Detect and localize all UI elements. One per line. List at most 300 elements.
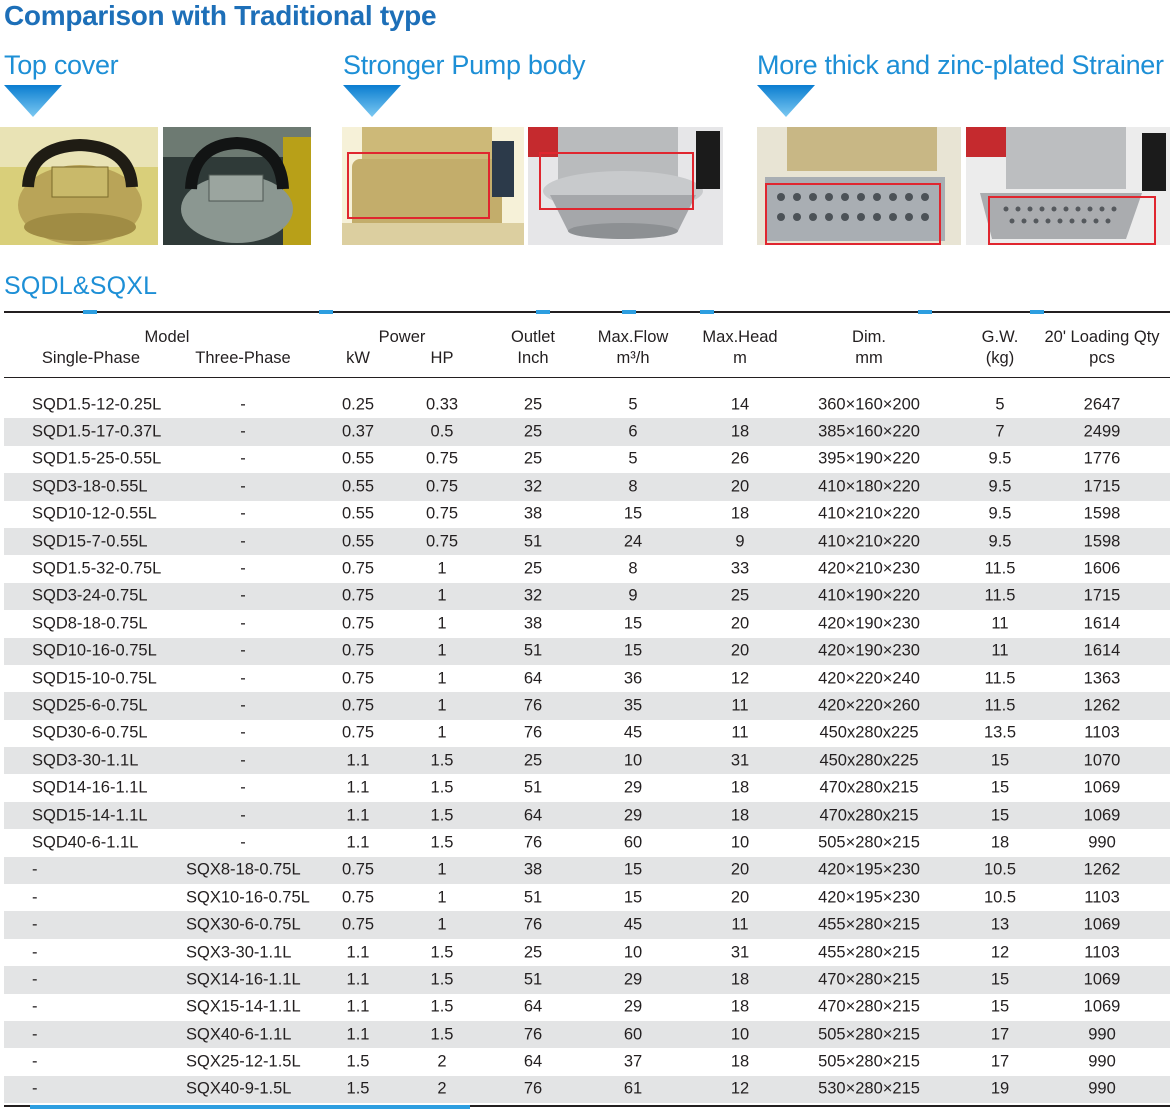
cell-max-flow: 15 <box>623 888 643 907</box>
highlight-box <box>988 196 1156 245</box>
cell-loading-qty: 1103 <box>1084 943 1120 961</box>
cell-gw: 11 <box>991 641 1009 660</box>
table-row <box>4 1048 1170 1075</box>
cell-hp: 1.5 <box>430 806 454 825</box>
cell-outlet: 76 <box>523 1079 543 1098</box>
cell-max-head: 11 <box>731 723 749 742</box>
table-row <box>4 446 1170 473</box>
table-row <box>4 418 1170 445</box>
cell-max-head: 12 <box>730 1079 750 1098</box>
cell-three-phase: - <box>240 477 246 496</box>
cell-hp: 1 <box>437 723 447 742</box>
rule-accent <box>1030 310 1044 314</box>
cell-max-flow: 60 <box>623 1025 643 1044</box>
cell-single-phase: SQD1.5-25-0.55L <box>32 449 162 468</box>
cell-max-head: 18 <box>730 504 750 523</box>
cell-single-phase: SQD15-14-1.1L <box>32 806 148 825</box>
rule-accent <box>319 310 333 314</box>
cell-single-phase: - <box>32 943 38 961</box>
header-hp: HP <box>430 349 454 367</box>
cell-max-flow: 5 <box>628 395 638 414</box>
cell-dim: 420×210×230 <box>818 559 920 578</box>
header-max-head-unit: m <box>733 349 747 367</box>
header-loading-unit: pcs <box>1089 349 1115 367</box>
cell-single-phase: SQD1.5-12-0.25L <box>32 395 162 414</box>
cell-kw: 1.1 <box>346 806 370 825</box>
cell-gw: 10.5 <box>983 860 1017 879</box>
cell-dim: 410×180×220 <box>818 477 920 496</box>
cell-loading-qty: 1262 <box>1083 696 1121 715</box>
table-body <box>4 391 1170 1103</box>
cell-hp: 1.5 <box>430 833 454 852</box>
header-gw: G.W. <box>981 328 1019 346</box>
cell-three-phase: - <box>240 751 246 770</box>
cell-hp: 1 <box>437 888 447 907</box>
cell-max-flow: 15 <box>623 641 643 660</box>
highlight-box <box>539 152 694 210</box>
cell-three-phase: - <box>240 778 246 797</box>
cell-kw: 0.75 <box>341 669 375 688</box>
cell-max-head: 14 <box>730 395 750 414</box>
cell-hp: 1 <box>437 614 447 633</box>
cell-gw: 11.5 <box>984 559 1016 578</box>
table-row <box>4 501 1170 528</box>
cell-kw: 0.75 <box>341 641 375 660</box>
cell-max-flow: 45 <box>623 915 643 934</box>
cell-loading-qty: 1103 <box>1084 888 1120 907</box>
header-three-phase: Three-Phase <box>195 349 291 367</box>
cell-outlet: 76 <box>523 833 543 852</box>
cell-kw: 0.37 <box>341 422 375 441</box>
cell-outlet: 51 <box>523 778 543 797</box>
cell-max-flow: 36 <box>623 669 643 688</box>
table-row <box>4 1076 1170 1103</box>
cell-max-head: 18 <box>730 970 750 989</box>
cell-three-phase: - <box>240 833 246 852</box>
cell-three-phase: - <box>240 641 246 660</box>
cell-kw: 0.25 <box>341 395 375 414</box>
cell-max-head: 20 <box>730 641 750 660</box>
cell-dim: 385×160×220 <box>818 422 920 441</box>
cell-hp: 0.5 <box>430 422 454 441</box>
cell-dim: 455×280×215 <box>818 915 920 934</box>
cell-kw: 0.55 <box>341 477 375 496</box>
cell-gw: 13 <box>990 915 1010 934</box>
cell-max-head: 11 <box>731 915 749 934</box>
cell-loading-qty: 990 <box>1088 1025 1116 1044</box>
cell-max-flow: 9 <box>628 586 638 605</box>
cell-dim: 470x280x215 <box>819 778 919 797</box>
cell-hp: 1.5 <box>430 970 454 989</box>
cell-kw: 0.75 <box>341 888 375 907</box>
cell-loading-qty: 1069 <box>1083 778 1121 797</box>
cell-max-flow: 10 <box>623 943 643 961</box>
cell-kw: 1.1 <box>346 778 370 797</box>
table-row <box>4 528 1170 555</box>
table-row <box>4 857 1170 884</box>
cell-loading-qty: 1363 <box>1083 669 1121 688</box>
cell-single-phase: SQD30-6-0.75L <box>32 723 148 742</box>
rule-accent <box>700 310 714 314</box>
cell-loading-qty: 1598 <box>1083 504 1121 523</box>
cell-outlet: 64 <box>523 669 543 688</box>
cell-hp: 0.75 <box>425 504 459 523</box>
cell-max-head: 10 <box>730 1025 750 1044</box>
feature-label-strainer: More thick and zinc-plated Strainer <box>757 50 1164 80</box>
cell-gw: 11.5 <box>984 669 1016 688</box>
cell-dim: 420×190×230 <box>818 614 920 633</box>
cell-hp: 1 <box>437 586 447 605</box>
cell-max-flow: 8 <box>628 477 638 496</box>
cell-dim: 410×210×220 <box>818 504 920 523</box>
cell-hp: 2 <box>437 1052 447 1071</box>
cell-dim: 420×190×230 <box>818 641 920 660</box>
cell-hp: 0.75 <box>425 532 459 551</box>
table-row <box>4 911 1170 938</box>
cell-single-phase: - <box>32 970 38 989</box>
cell-loading-qty: 1614 <box>1083 614 1121 633</box>
cell-max-flow: 15 <box>623 614 643 633</box>
cell-dim: 410×210×220 <box>818 532 920 551</box>
cell-max-head: 18 <box>730 778 750 797</box>
cell-three-phase: SQX14-16-1.1L <box>186 970 301 989</box>
cell-single-phase: - <box>32 1052 38 1071</box>
cell-dim: 455×280×215 <box>818 943 920 961</box>
table-row <box>4 665 1170 692</box>
cell-hp: 1 <box>437 669 447 688</box>
cell-gw: 11.5 <box>984 586 1016 605</box>
cell-hp: 0.75 <box>425 477 459 496</box>
table-row <box>4 939 1170 966</box>
cell-hp: 1.5 <box>430 778 454 797</box>
cell-outlet: 25 <box>523 395 543 414</box>
cell-loading-qty: 1069 <box>1083 806 1121 825</box>
cell-max-flow: 60 <box>623 833 643 852</box>
cell-max-flow: 45 <box>623 723 643 742</box>
highlight-box <box>347 152 490 219</box>
cell-three-phase: SQX8-18-0.75L <box>186 860 301 879</box>
cell-loading-qty: 990 <box>1088 833 1116 852</box>
cell-gw: 18 <box>990 833 1010 852</box>
cell-outlet: 32 <box>523 477 543 496</box>
header-outlet-unit: Inch <box>517 349 549 367</box>
cell-hp: 1 <box>437 559 447 578</box>
cell-max-flow: 29 <box>623 970 643 989</box>
header-max-flow-unit: m³/h <box>616 349 650 367</box>
cell-max-head: 9 <box>735 532 745 551</box>
cell-single-phase: SQD3-18-0.55L <box>32 477 148 496</box>
cell-hp: 0.75 <box>425 449 459 468</box>
table-row <box>4 583 1170 610</box>
cell-outlet: 64 <box>523 997 543 1016</box>
cell-hp: 2 <box>437 1079 447 1098</box>
rule-accent <box>622 310 636 314</box>
cell-loading-qty: 2647 <box>1083 395 1121 414</box>
cell-kw: 1.5 <box>346 1079 370 1098</box>
cell-loading-qty: 1262 <box>1083 860 1121 879</box>
cell-hp: 0.33 <box>425 395 459 414</box>
table-row <box>4 555 1170 582</box>
cell-max-flow: 29 <box>623 997 643 1016</box>
table-row <box>4 966 1170 993</box>
cell-single-phase: - <box>32 997 38 1016</box>
table-row <box>4 610 1170 637</box>
cell-kw: 0.55 <box>341 449 375 468</box>
table-row <box>4 994 1170 1021</box>
cell-three-phase: SQX40-6-1.1L <box>186 1025 292 1044</box>
cell-single-phase: SQD15-10-0.75L <box>32 669 157 688</box>
rule-accent <box>30 1105 470 1109</box>
cell-single-phase: SQD15-7-0.55L <box>32 532 148 551</box>
cell-max-flow: 61 <box>623 1079 643 1098</box>
cell-hp: 1 <box>437 915 447 934</box>
cell-kw: 0.55 <box>341 532 375 551</box>
cell-outlet: 32 <box>523 586 543 605</box>
cell-gw: 9.5 <box>988 504 1012 523</box>
cell-kw: 0.75 <box>341 723 375 742</box>
cell-dim: 420×220×260 <box>818 696 920 715</box>
header-outlet: Outlet <box>510 328 556 346</box>
cell-gw: 15 <box>990 997 1010 1016</box>
cell-outlet: 76 <box>523 1025 543 1044</box>
cell-outlet: 64 <box>523 1052 543 1071</box>
cell-single-phase: - <box>32 888 38 907</box>
cell-loading-qty: 1069 <box>1083 997 1121 1016</box>
cell-loading-qty: 1715 <box>1083 586 1121 605</box>
cell-outlet: 76 <box>523 915 543 934</box>
cell-three-phase: - <box>240 559 246 578</box>
cell-outlet: 38 <box>523 860 543 879</box>
table-row <box>4 720 1170 747</box>
cell-loading-qty: 990 <box>1088 1052 1116 1071</box>
cell-single-phase: - <box>32 915 38 934</box>
cell-three-phase: - <box>240 696 246 715</box>
cell-outlet: 25 <box>523 449 543 468</box>
cell-dim: 420×195×230 <box>818 888 920 907</box>
cell-kw: 1.1 <box>346 751 370 770</box>
cell-hp: 1.5 <box>430 997 454 1016</box>
photo-top-cover-new <box>163 127 311 245</box>
cell-max-flow: 10 <box>623 751 643 770</box>
cell-dim: 470×280×215 <box>818 997 920 1016</box>
cell-dim: 420×220×240 <box>818 669 920 688</box>
cell-three-phase: SQX40-9-1.5L <box>186 1079 292 1098</box>
header-power: Power <box>378 328 426 346</box>
cell-loading-qty: 1069 <box>1083 970 1121 989</box>
cell-hp: 1.5 <box>430 943 454 961</box>
cell-dim: 410×190×220 <box>818 586 920 605</box>
cell-single-phase: SQD1.5-32-0.75L <box>32 559 162 578</box>
cell-max-head: 18 <box>730 806 750 825</box>
cell-dim: 505×280×215 <box>818 1025 920 1044</box>
cell-max-flow: 29 <box>623 778 643 797</box>
cell-dim: 470×280×215 <box>818 970 920 989</box>
cell-outlet: 38 <box>523 504 543 523</box>
header-single-phase: Single-Phase <box>41 349 141 367</box>
cell-hp: 1.5 <box>430 1025 454 1044</box>
cell-single-phase: SQD3-24-0.75L <box>32 586 148 605</box>
cell-single-phase: SQD14-16-1.1L <box>32 778 148 797</box>
rule-accent <box>536 310 550 314</box>
cell-gw: 9.5 <box>988 532 1012 551</box>
cell-kw: 0.75 <box>341 915 375 934</box>
cell-outlet: 51 <box>523 888 543 907</box>
rule-accent <box>918 310 932 314</box>
cell-dim: 505×280×215 <box>818 833 920 852</box>
cell-max-head: 12 <box>730 669 750 688</box>
cell-three-phase: SQX30-6-0.75L <box>186 915 301 934</box>
table-row <box>4 692 1170 719</box>
rule-accent <box>83 310 97 314</box>
cell-loading-qty: 1715 <box>1083 477 1121 496</box>
cell-kw: 0.75 <box>341 614 375 633</box>
table-row <box>4 802 1170 829</box>
cell-dim: 395×190×220 <box>818 449 920 468</box>
header-kw: kW <box>346 349 370 367</box>
cell-max-flow: 29 <box>623 806 643 825</box>
table-row <box>4 473 1170 500</box>
cell-single-phase: - <box>32 1025 38 1044</box>
cell-max-flow: 8 <box>628 559 638 578</box>
cell-three-phase: - <box>240 395 246 414</box>
cell-single-phase: SQD10-12-0.55L <box>32 504 157 523</box>
cell-outlet: 51 <box>523 532 543 551</box>
cell-max-head: 26 <box>730 449 750 468</box>
cell-kw: 0.75 <box>341 586 375 605</box>
cell-gw: 9.5 <box>988 477 1012 496</box>
cell-three-phase: - <box>240 669 246 688</box>
cell-gw: 9.5 <box>988 449 1012 468</box>
cell-three-phase: - <box>240 723 246 742</box>
cell-single-phase: SQD8-18-0.75L <box>32 614 148 633</box>
cell-loading-qty: 990 <box>1088 1079 1116 1098</box>
header-max-head: Max.Head <box>702 328 778 346</box>
cell-max-head: 10 <box>730 833 750 852</box>
feature-label-top-cover: Top cover <box>4 50 119 80</box>
cell-loading-qty: 1606 <box>1083 559 1121 578</box>
cell-max-head: 31 <box>730 943 750 961</box>
cell-kw: 0.75 <box>341 696 375 715</box>
cell-gw: 17 <box>990 1025 1010 1044</box>
cell-outlet: 51 <box>523 641 543 660</box>
cell-max-head: 20 <box>730 614 750 633</box>
cell-gw: 15 <box>990 970 1010 989</box>
cell-max-head: 11 <box>731 696 749 715</box>
cell-three-phase: - <box>240 449 246 468</box>
cell-dim: 505×280×215 <box>818 1052 920 1071</box>
cell-max-flow: 6 <box>628 422 638 441</box>
cell-hp: 1 <box>437 696 447 715</box>
cell-kw: 1.1 <box>346 1025 370 1044</box>
table-row <box>4 829 1170 856</box>
cell-outlet: 51 <box>523 970 543 989</box>
header-dim-unit: mm <box>855 349 883 367</box>
cell-three-phase: SQX25-12-1.5L <box>186 1052 301 1071</box>
cell-max-head: 18 <box>730 422 750 441</box>
cell-kw: 1.5 <box>346 1052 370 1071</box>
table-top-rule <box>4 311 1170 313</box>
header-dim: Dim. <box>852 328 886 346</box>
table-row <box>4 391 1170 418</box>
table-row <box>4 774 1170 801</box>
cell-loading-qty: 1103 <box>1084 723 1120 742</box>
cell-three-phase: - <box>240 532 246 551</box>
cell-gw: 11 <box>991 614 1009 633</box>
cell-max-flow: 15 <box>623 860 643 879</box>
cell-gw: 10.5 <box>983 888 1017 907</box>
highlight-box <box>765 183 941 245</box>
cell-kw: 1.1 <box>346 970 370 989</box>
cell-single-phase: SQD40-6-1.1L <box>32 833 139 852</box>
cell-gw: 15 <box>990 806 1010 825</box>
cell-three-phase: SQX10-16-0.75L <box>186 888 310 907</box>
cell-kw: 1.1 <box>346 943 370 961</box>
cell-loading-qty: 2499 <box>1083 422 1121 441</box>
cell-loading-qty: 1776 <box>1083 449 1121 468</box>
cell-single-phase: SQD10-16-0.75L <box>32 641 157 660</box>
cell-outlet: 64 <box>523 806 543 825</box>
cell-gw: 19 <box>990 1079 1010 1098</box>
cell-three-phase: - <box>240 586 246 605</box>
cell-max-flow: 35 <box>623 696 643 715</box>
cell-outlet: 25 <box>523 943 543 961</box>
cell-max-head: 18 <box>730 997 750 1016</box>
cell-outlet: 25 <box>523 422 543 441</box>
cell-gw: 15 <box>990 778 1010 797</box>
cell-hp: 1.5 <box>430 751 454 770</box>
cell-max-flow: 24 <box>623 532 643 551</box>
cell-hp: 1 <box>437 860 447 879</box>
cell-max-head: 20 <box>730 477 750 496</box>
table-row <box>4 884 1170 911</box>
section-title: SQDL&SQXL <box>4 272 158 300</box>
header-rule <box>4 377 1170 378</box>
cell-three-phase: - <box>240 806 246 825</box>
cell-max-head: 33 <box>730 559 750 578</box>
cell-hp: 1 <box>437 641 447 660</box>
cell-dim: 420×195×230 <box>818 860 920 879</box>
header-loading-qty: 20' Loading Qty <box>1044 328 1160 346</box>
cell-loading-qty: 1598 <box>1083 532 1121 551</box>
cell-loading-qty: 1070 <box>1083 751 1121 770</box>
cell-three-phase: - <box>240 614 246 633</box>
cell-single-phase: SQD1.5-17-0.37L <box>32 422 162 441</box>
cell-single-phase: SQD3-30-1.1L <box>32 751 139 770</box>
cell-three-phase: SQX3-30-1.1L <box>186 943 292 961</box>
cell-kw: 1.1 <box>346 833 370 852</box>
cell-gw: 17 <box>990 1052 1010 1071</box>
cell-three-phase: - <box>240 504 246 523</box>
cell-kw: 0.55 <box>341 504 375 523</box>
header-max-flow: Max.Flow <box>597 328 669 346</box>
table-row <box>4 1021 1170 1048</box>
cell-gw: 13.5 <box>983 723 1017 742</box>
cell-dim: 450x280x225 <box>819 751 919 770</box>
cell-loading-qty: 1614 <box>1083 641 1121 660</box>
cell-gw: 15 <box>990 751 1010 770</box>
cell-dim: 450x280x225 <box>819 723 919 742</box>
cell-dim: 470x280x215 <box>819 806 919 825</box>
cell-gw: 11.5 <box>984 696 1016 715</box>
table-row <box>4 747 1170 774</box>
cell-max-head: 31 <box>730 751 750 770</box>
cell-outlet: 76 <box>523 696 543 715</box>
cell-outlet: 25 <box>523 559 543 578</box>
cell-max-flow: 15 <box>623 504 643 523</box>
cell-kw: 0.75 <box>341 860 375 879</box>
cell-three-phase: SQX15-14-1.1L <box>186 997 301 1016</box>
cell-three-phase: - <box>240 422 246 441</box>
